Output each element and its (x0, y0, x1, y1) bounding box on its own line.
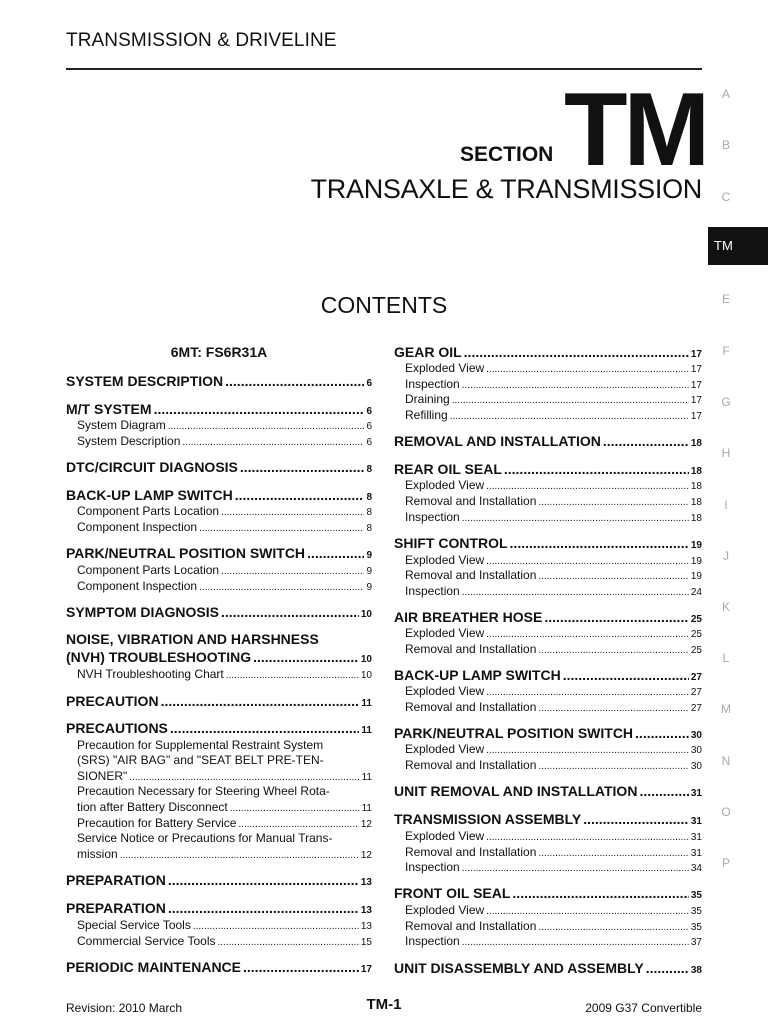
toc-entry[interactable]: GEAR OIL ..... 17 (394, 344, 702, 360)
toc-entry[interactable]: System Description ..... 6 (66, 434, 372, 448)
toc-entry[interactable]: Exploded View ..... 27 (394, 684, 702, 698)
index-letter-g[interactable]: G (721, 395, 731, 409)
index-letter-k[interactable]: K (721, 600, 730, 614)
toc-entry[interactable]: NVH Troubleshooting Chart ..... 10 (66, 667, 372, 681)
index-letter-o[interactable]: O (721, 805, 731, 819)
toc-entry[interactable]: Exploded View ..... 35 (394, 903, 702, 917)
index-letter-i[interactable]: I (724, 498, 728, 512)
toc-entry[interactable]: BACK-UP LAMP SWITCH ..... 27 (394, 667, 702, 683)
section-index-strip (708, 0, 768, 1024)
toc-entry[interactable]: (NVH) TROUBLESHOOTING ..... 10 (66, 649, 372, 665)
toc-entry[interactable]: Removal and Installation ..... 31 (394, 845, 702, 859)
toc-entry[interactable]: Inspection ..... 17 (394, 377, 702, 391)
toc-entry[interactable]: Draining ..... 17 (394, 392, 702, 406)
model-heading: 6MT: FS6R31A (170, 344, 268, 360)
toc-entry[interactable]: REMOVAL AND INSTALLATION ..... 18 (394, 433, 702, 449)
toc-entry[interactable]: Removal and Installation ..... 25 (394, 642, 702, 656)
toc-entry[interactable]: SYSTEM DESCRIPTION ..... 6 (66, 373, 372, 389)
section-label: SECTION (460, 143, 554, 166)
index-tab-active[interactable]: TM (708, 227, 768, 265)
toc-entry[interactable]: Inspection ..... 34 (394, 860, 702, 874)
toc-entry[interactable]: Exploded View ..... 30 (394, 742, 702, 756)
toc-entry[interactable]: Commercial Service Tools ..... 15 (66, 934, 372, 948)
toc-entry[interactable]: PREPARATION ..... 13 (66, 872, 372, 888)
index-letter-n[interactable]: N (721, 754, 731, 768)
toc-entry[interactable]: Exploded View ..... 18 (394, 478, 702, 492)
index-letter-c[interactable]: C (721, 190, 731, 204)
toc-entry[interactable]: Exploded View ..... 31 (394, 829, 702, 843)
toc-entry[interactable]: M/T SYSTEM ..... 6 (66, 401, 372, 417)
toc-entry[interactable]: SHIFT CONTROL ..... 19 (394, 535, 702, 551)
header-rule (66, 68, 702, 70)
toc-entry-line[interactable]: Precaution Necessary for Steering Wheel Rota- (77, 784, 330, 798)
toc-entry[interactable]: TRANSMISSION ASSEMBLY ..... 31 (394, 811, 702, 827)
index-letter-l[interactable]: L (722, 651, 730, 665)
toc-entry[interactable]: Removal and Installation ..... 35 (394, 919, 702, 933)
toc-entry[interactable]: Exploded View ..... 25 (394, 626, 702, 640)
section-code: TM (564, 72, 707, 188)
toc-entry[interactable]: Component Parts Location ..... 8 (66, 504, 372, 518)
index-letter-f[interactable]: F (722, 344, 730, 358)
toc-entry[interactable]: Component Inspection ..... 9 (66, 579, 372, 593)
vehicle-model: 2009 G37 Convertible (585, 1001, 702, 1015)
toc-entry-line[interactable]: Precaution for Supplemental Restraint System (77, 738, 324, 752)
toc-entry[interactable]: Removal and Installation ..... 27 (394, 700, 702, 714)
toc-entry[interactable]: Component Parts Location ..... 9 (66, 563, 372, 577)
toc-entry[interactable]: FRONT OIL SEAL ..... 35 (394, 885, 702, 901)
contents-title: CONTENTS (320, 292, 448, 318)
toc-entry[interactable]: Precaution for Battery Service ..... 12 (66, 816, 372, 830)
section-name: TRANSAXLE & TRANSMISSION (310, 174, 702, 204)
toc-entry-line[interactable]: NOISE, VIBRATION AND HARSHNESS (66, 631, 319, 647)
index-letter-j[interactable]: J (723, 549, 729, 563)
toc-entry-line[interactable]: (SRS) "AIR BAG" and "SEAT BELT PRE-TEN- (77, 753, 324, 767)
toc-entry[interactable]: UNIT DISASSEMBLY AND ASSEMBLY ..... 38 (394, 960, 702, 976)
toc-entry[interactable]: Inspection ..... 18 (394, 510, 702, 524)
index-letter-m[interactable]: M (721, 702, 731, 716)
toc-entry[interactable]: Exploded View ..... 17 (394, 361, 702, 375)
toc-entry[interactable]: SIONER" ..... 11 (66, 769, 372, 783)
toc-entry[interactable]: PARK/NEUTRAL POSITION SWITCH ..... 9 (66, 545, 372, 561)
index-letter-e[interactable]: E (721, 292, 730, 306)
toc-entry[interactable]: Removal and Installation ..... 19 (394, 568, 702, 582)
toc-entry[interactable]: REAR OIL SEAL ..... 18 (394, 461, 702, 477)
toc-entry[interactable]: UNIT REMOVAL AND INSTALLATION ..... 31 (394, 783, 702, 799)
index-letter-b[interactable]: B (721, 138, 730, 152)
toc-entry[interactable]: PRECAUTIONS ..... 11 (66, 720, 372, 736)
toc-entry[interactable]: Inspection ..... 24 (394, 584, 702, 598)
index-letter-a[interactable]: A (721, 87, 730, 101)
toc-entry[interactable]: SYMPTOM DIAGNOSIS ..... 10 (66, 604, 372, 620)
toc-entry[interactable]: tion after Battery Disconnect ..... 11 (66, 800, 372, 814)
toc-entry[interactable]: mission ..... 12 (66, 847, 372, 861)
toc-entry[interactable]: PREPARATION ..... 13 (66, 900, 372, 916)
toc-entry[interactable]: PARK/NEUTRAL POSITION SWITCH ..... 30 (394, 725, 702, 741)
toc-entry-line[interactable]: Service Notice or Precautions for Manual Trans- (77, 831, 333, 845)
toc-entry[interactable]: Removal and Installation ..... 18 (394, 494, 702, 508)
toc-entry[interactable]: Component Inspection ..... 8 (66, 520, 372, 534)
revision-date: Revision: 2010 March (66, 1001, 183, 1015)
index-letter-h[interactable]: H (721, 446, 731, 460)
toc-entry[interactable]: Special Service Tools ..... 13 (66, 918, 372, 932)
index-letter-p[interactable]: P (721, 856, 730, 870)
toc-entry[interactable]: Inspection ..... 37 (394, 934, 702, 948)
toc-entry[interactable]: DTC/CIRCUIT DIAGNOSIS ..... 8 (66, 459, 372, 475)
toc-entry[interactable]: AIR BREATHER HOSE ..... 25 (394, 609, 702, 625)
toc-entry[interactable]: Refilling ..... 17 (394, 408, 702, 422)
toc-entry[interactable]: Removal and Installation ..... 30 (394, 758, 702, 772)
page-number: TM-1 (366, 996, 402, 1013)
toc-entry[interactable]: PRECAUTION ..... 11 (66, 693, 372, 709)
toc-entry[interactable]: BACK-UP LAMP SWITCH ..... 8 (66, 487, 372, 503)
toc-entry[interactable]: Exploded View ..... 19 (394, 553, 702, 567)
toc-entry[interactable]: System Diagram ..... 6 (66, 418, 372, 432)
manual-group-title: TRANSMISSION & DRIVELINE (66, 30, 337, 51)
toc-entry[interactable]: PERIODIC MAINTENANCE ..... 17 (66, 959, 372, 975)
